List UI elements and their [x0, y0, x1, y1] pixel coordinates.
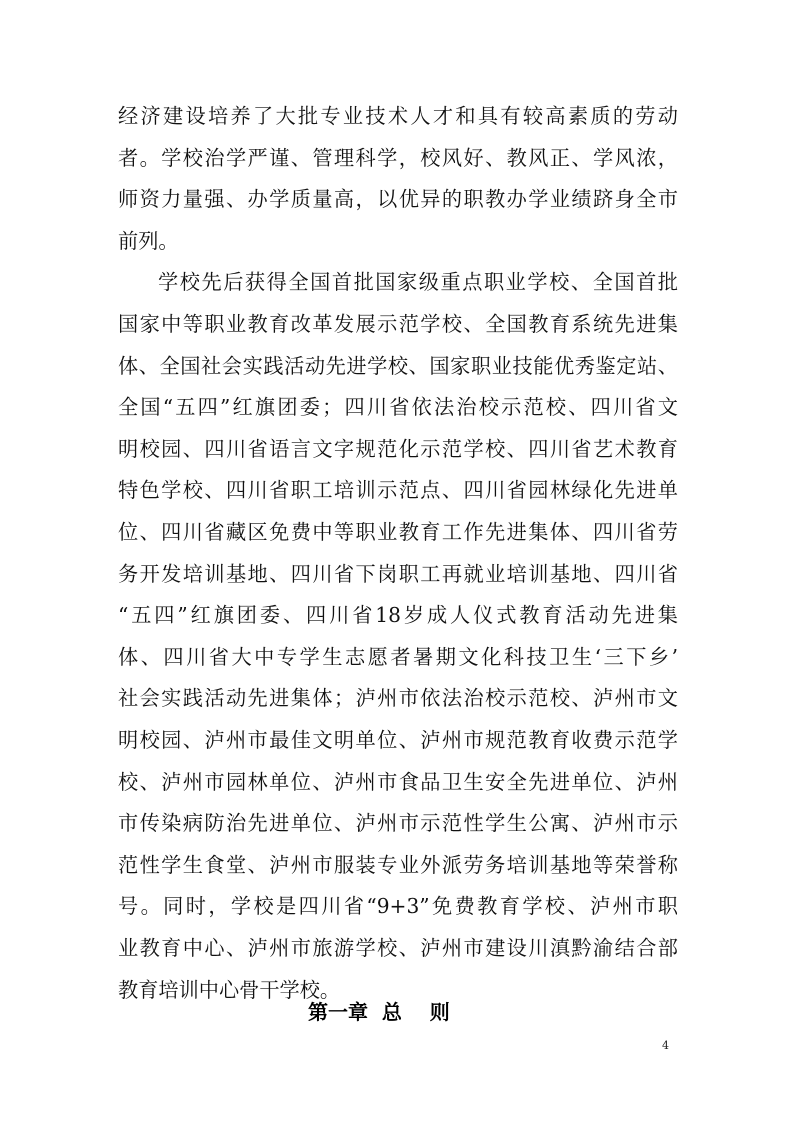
paragraph-line: 学校先后获得全国首批国家级重点职业学校、全国首批: [158, 270, 678, 294]
paragraph-line: 前列。: [118, 229, 179, 253]
paragraph-line: 师资力量强、办学质量高，以优异的职教办学业绩跻身全市: [118, 187, 678, 211]
chapter-heading: 第一章 总 则: [308, 1000, 450, 1024]
paragraph-line: 号。同时，学校是四川省“9+3”免费教育学校、泸州市职: [118, 894, 678, 918]
paragraph-line: “五四”红旗团委、四川省18岁成人仪式教育活动先进集: [118, 603, 678, 627]
paragraph-line: 体、全国社会实践活动先进学校、国家职业技能优秀鉴定站、: [118, 354, 678, 378]
paragraph-line: 业教育中心、泸州市旅游学校、泸州市建设川滇黔渝结合部: [118, 936, 678, 960]
paragraph-line: 社会实践活动先进集体；泸州市依法治校示范校、泸州市文: [118, 686, 678, 710]
paragraph-line: 体、四川省大中专学生志愿者暑期文化科技卫生‘三下乡’: [118, 645, 678, 669]
paragraph-line: 国家中等职业教育改革发展示范学校、全国教育系统先进集: [118, 312, 678, 336]
page-number: 4: [662, 1039, 669, 1052]
paragraph-line: 明校园、四川省语言文字规范化示范学校、四川省艺术教育: [118, 437, 678, 461]
paragraph-line: 教育培训中心骨干学校。: [118, 978, 341, 1002]
paragraph-line: 特色学校、四川省职工培训示范点、四川省园林绿化先进单: [118, 478, 678, 502]
paragraph-line: 位、四川省藏区免费中等职业教育工作先进集体、四川省劳: [118, 520, 678, 544]
paragraph-line: 者。学校治学严谨、管理科学，校风好、教风正、学风浓，: [118, 146, 678, 170]
paragraph-line: 校、泸州市园林单位、泸州市食品卫生安全先进单位、泸州: [118, 770, 678, 794]
paragraph-line: 市传染病防治先进单位、泸州市示范性学生公寓、泸州市示: [118, 811, 678, 835]
paragraph-line: 范性学生食堂、泸州市服装专业外派劳务培训基地等荣誉称: [118, 853, 678, 877]
paragraph-line: 经济建设培养了大批专业技术人才和具有较高素质的劳动: [118, 104, 678, 128]
paragraph-line: 务开发培训基地、四川省下岗职工再就业培训基地、四川省: [118, 562, 678, 586]
paragraph-line: 全国“五四”红旗团委；四川省依法治校示范校、四川省文: [118, 395, 678, 419]
paragraph-line: 明校园、泸州市最佳文明单位、泸州市规范教育收费示范学: [118, 728, 678, 752]
